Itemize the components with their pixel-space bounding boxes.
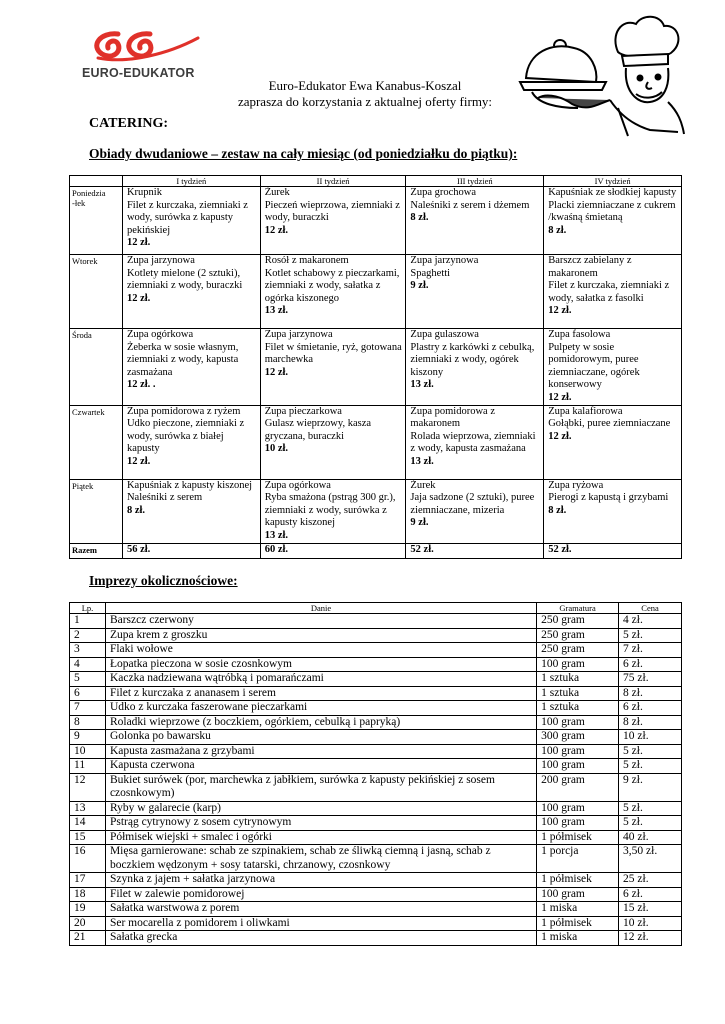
event-number: 3: [70, 643, 106, 658]
event-dish: Półmisek wiejski + smalec i ogórki: [105, 830, 536, 845]
weekly-day-row: [70, 329, 682, 406]
events-row: [70, 614, 682, 629]
menu-cell: [260, 255, 406, 329]
events-row: [70, 816, 682, 831]
events-header: Danie: [105, 603, 536, 614]
soup-name: Kapuśniak z kapusty kiszonej: [126, 479, 253, 491]
event-dish: Barszcz czerwony: [105, 614, 536, 629]
main-dish: Rolada wieprzowa, ziemniaki z wody, kapusta zasmażana: [410, 430, 536, 455]
menu-price: 8 zł.: [126, 504, 146, 516]
soup-name: Zupa kalafiorowa: [548, 405, 623, 417]
weekly-day-row: [70, 187, 682, 255]
event-dish: Ryby w galarecie (karp): [105, 801, 536, 816]
event-portion: 1 sztuka: [537, 686, 619, 701]
events-header-row: [70, 603, 682, 614]
week-header: II tydzień: [260, 176, 406, 187]
soup-name: Zupa fasolowa: [548, 329, 611, 340]
event-number: 10: [70, 744, 106, 759]
menu-cell: [544, 329, 682, 406]
events-row: [70, 830, 682, 845]
soup-name: Zupa jarzynowa: [264, 329, 333, 340]
event-portion: 1 półmisek: [537, 873, 619, 888]
event-number: 18: [70, 887, 106, 902]
total-value: 52 zł.: [544, 543, 682, 558]
event-number: 8: [70, 715, 106, 730]
soup-name: Kapuśniak ze słodkiej kapusty: [548, 187, 677, 198]
week-header: III tydzień: [406, 176, 544, 187]
events-row: [70, 686, 682, 701]
event-price: 75 zł.: [619, 672, 682, 687]
menu-price: 12 zł.: [126, 237, 151, 249]
week-header: IV tydzień: [544, 176, 682, 187]
soup-name: Zupa grochowa: [410, 187, 477, 198]
event-price: 4 zł.: [619, 614, 682, 629]
event-number: 19: [70, 902, 106, 917]
event-dish: Roladki wieprzowe (z boczkiem, ogórkiem, cebulką i papryką): [105, 715, 536, 730]
menu-price: 8 zł.: [410, 212, 429, 224]
menu-price: 12 zł.: [126, 292, 151, 304]
event-price: 15 zł.: [619, 902, 682, 917]
event-portion: 100 gram: [537, 801, 619, 816]
event-portion: 100 gram: [537, 887, 619, 902]
event-price: 5 zł.: [619, 759, 682, 774]
event-price: 8 zł.: [619, 715, 682, 730]
event-dish: Kaczka nadziewana wątróbką i pomarańczami: [105, 672, 536, 687]
event-number: 12: [70, 773, 106, 801]
menu-price: 9 zł.: [410, 280, 429, 292]
soup-name: Żurek: [410, 479, 436, 491]
event-price: 6 zł.: [619, 887, 682, 902]
weekly-corner-cell: [70, 176, 123, 187]
soup-name: Żurek: [264, 187, 290, 198]
event-portion: 1 miska: [537, 902, 619, 917]
menu-cell: [406, 329, 544, 406]
menu-cell: [406, 255, 544, 329]
event-dish: Flaki wołowe: [105, 643, 536, 658]
soup-name: Zupa pomidorowa z makaronem: [410, 405, 495, 430]
menu-price: 12 zł.: [548, 391, 572, 403]
event-price: 5 zł.: [619, 801, 682, 816]
events-row: [70, 744, 682, 759]
soup-name: Zupa jarzynowa: [126, 255, 195, 266]
event-number: 21: [70, 931, 106, 946]
menu-cell: [122, 329, 260, 406]
event-dish: Kapusta czerwona: [105, 759, 536, 774]
soup-name: Zupa pomidorowa z ryżem: [126, 405, 241, 417]
main-dish: Naleśniki z serem: [126, 492, 203, 504]
menu-price: 12 zł.: [548, 430, 572, 442]
total-label: Razem: [70, 543, 123, 558]
menu-price: 12 zł.: [126, 455, 151, 467]
events-header: Cena: [619, 603, 682, 614]
menu-price: 12 zł.: [548, 305, 572, 317]
day-label: Czwartek: [70, 405, 123, 479]
event-portion: 100 gram: [537, 759, 619, 774]
menu-price: 10 zł.: [264, 443, 289, 455]
main-dish: Gulasz wieprzowy, kasza gryczana, buraczki: [264, 418, 372, 442]
event-number: 7: [70, 701, 106, 716]
event-dish: Filet w zalewie pomidorowej: [105, 887, 536, 902]
menu-price: 13 zł.: [264, 529, 289, 541]
main-dish: Filet z kurczaka, ziemniaki z wody, sałatka z fasolki: [548, 280, 670, 304]
events-table: [69, 602, 682, 946]
soup-name: Zupa jarzynowa: [410, 255, 479, 266]
event-price: 9 zł.: [619, 773, 682, 801]
events-header: Gramatura: [537, 603, 619, 614]
event-portion: 250 gram: [537, 643, 619, 658]
catering-heading: CATERING:: [89, 116, 169, 131]
menu-cell: [260, 187, 406, 255]
soup-name: Zupa pieczarkowa: [264, 405, 342, 417]
event-number: 17: [70, 873, 106, 888]
menu-cell: [122, 405, 260, 479]
main-dish: Kotlet schabowy z pieczarkami, ziemniaki z wody, sałatka z ogórka kiszonego: [264, 267, 400, 304]
events-row: [70, 873, 682, 888]
main-dish: Ryba smażona (pstrąg 300 gr.), ziemniaki z wody, surówka z kapusty kiszonej: [264, 492, 396, 529]
menu-price: 13 zł.: [264, 305, 289, 317]
events-row: [70, 628, 682, 643]
event-portion: 1 półmisek: [537, 916, 619, 931]
event-dish: Mięsa garnierowane: schab ze szpinakiem, schab ze śliwką ciemną i jasną, schab z boczkiem wędzonym + sosy tatarski, chrzanowy, czosnkowy: [105, 845, 536, 873]
event-portion: 1 sztuka: [537, 672, 619, 687]
main-dish: Kotlety mielone (2 sztuki), ziemniaki z wody, buraczki: [126, 267, 243, 292]
event-number: 16: [70, 845, 106, 873]
event-portion: 100 gram: [537, 715, 619, 730]
menu-cell: [260, 405, 406, 479]
event-dish: Łopatka pieczona w sosie czosnkowym: [105, 657, 536, 672]
main-dish: Pieczeń wieprzowa, ziemniaki z wody, buraczki: [264, 199, 400, 224]
event-dish: Zupa krem z groszku: [105, 628, 536, 643]
event-price: 5 zł.: [619, 744, 682, 759]
event-dish: Ser mocarella z pomidorem i oliwkami: [105, 916, 536, 931]
intro-text: [200, 78, 530, 110]
events-header: Lp.: [70, 603, 106, 614]
event-portion: 300 gram: [537, 730, 619, 745]
main-dish: Filet w śmietanie, ryż, gotowana marchewka: [264, 341, 402, 366]
event-dish: Kapusta zasmażana z grzybami: [105, 744, 536, 759]
main-dish: Spaghetti: [410, 267, 451, 279]
menu-cell: [544, 405, 682, 479]
events-row: [70, 643, 682, 658]
menu-price: 9 zł.: [410, 517, 429, 529]
events-row: [70, 657, 682, 672]
main-dish: Naleśniki z serem i dżemem: [410, 199, 530, 211]
events-row: [70, 773, 682, 801]
event-portion: 1 porcja: [537, 845, 619, 873]
event-number: 2: [70, 628, 106, 643]
event-price: 5 zł.: [619, 628, 682, 643]
events-row: [70, 730, 682, 745]
soup-name: Zupa gulaszowa: [410, 329, 479, 340]
menu-cell: [122, 255, 260, 329]
soup-name: Zupa ryżowa: [548, 479, 604, 491]
event-number: 14: [70, 816, 106, 831]
menu-cell: [406, 479, 544, 543]
events-row: [70, 845, 682, 873]
menu-cell: [260, 329, 406, 406]
event-price: 5 zł.: [619, 816, 682, 831]
main-dish: Pierogi z kapustą i grzybami: [548, 492, 669, 504]
main-dish: Jaja sadzone (2 sztuki), puree ziemniaczane, mizeria: [410, 492, 535, 516]
event-portion: 1 sztuka: [537, 701, 619, 716]
event-dish: Pstrąg cytrynowy z sosem cytrynowym: [105, 816, 536, 831]
soup-name: Barszcz zabielany z makaronem: [548, 255, 632, 279]
event-price: 10 zł.: [619, 916, 682, 931]
menu-cell: [544, 479, 682, 543]
event-price: 8 zł.: [619, 686, 682, 701]
event-dish: Sałatka warstwowa z porem: [105, 902, 536, 917]
day-label: Poniedzia -łek: [70, 187, 123, 255]
main-dish: Placki ziemniaczane z cukrem /kwaśną śmietaną: [548, 199, 676, 224]
main-dish: Żeberka w sosie własnym, ziemniaki z wody, kapusta zasmażana: [126, 341, 239, 378]
event-portion: 250 gram: [537, 614, 619, 629]
menu-price: 12 zł.: [264, 366, 289, 378]
total-value: 60 zł.: [260, 543, 406, 558]
event-dish: Bukiet surówek (por, marchewka z jabłkiem, surówka z kapusty pekińskiej z sosem czosnkowym): [105, 773, 536, 801]
event-number: 1: [70, 614, 106, 629]
weekly-lunch-table: [69, 175, 682, 559]
menu-cell: [122, 187, 260, 255]
main-dish: Udko pieczone, ziemniaki z wody, surówka z białej kapusty: [126, 418, 245, 455]
event-number: 13: [70, 801, 106, 816]
event-portion: 200 gram: [537, 773, 619, 801]
soup-name: Zupa ogórkowa: [264, 479, 331, 491]
event-dish: Sałatka grecka: [105, 931, 536, 946]
event-price: 40 zł.: [619, 830, 682, 845]
event-dish: Filet z kurczaka z ananasem i serem: [105, 686, 536, 701]
menu-price: 12 zł.: [264, 224, 289, 236]
total-value: 56 zł.: [122, 543, 260, 558]
lunch-heading: Obiady dwudaniowe – zestaw na cały miesiąc (od poniedziałku do piątku):: [89, 146, 518, 161]
event-portion: 250 gram: [537, 628, 619, 643]
event-number: 6: [70, 686, 106, 701]
week-header: I tydzień: [122, 176, 260, 187]
weekly-header-row: [70, 176, 682, 187]
menu-cell: [544, 255, 682, 329]
intro-line-2: zaprasza do korzystania z aktualnej oferty firmy:: [237, 94, 493, 109]
event-number: 11: [70, 759, 106, 774]
menu-price: 13 zł.: [410, 379, 434, 391]
menu-price: 12 zł. .: [126, 379, 156, 391]
event-price: 12 zł.: [619, 931, 682, 946]
events-row: [70, 902, 682, 917]
event-price: 6 zł.: [619, 701, 682, 716]
events-row: [70, 759, 682, 774]
weekly-day-row: [70, 479, 682, 543]
intro-line-1: Euro-Edukator Ewa Kanabus-Koszal: [268, 78, 462, 93]
main-dish: Filet z kurczaka, ziemniaki z wody, surówka z kapusty pekińskiej: [126, 199, 248, 236]
weekly-day-row: [70, 255, 682, 329]
main-dish: Gołąbki, puree ziemniaczane: [548, 418, 671, 430]
weekly-day-row: [70, 405, 682, 479]
events-row: [70, 672, 682, 687]
main-dish: Plastry z karkówki z cebulką, ziemniaki z wody, ogórek kiszony: [410, 341, 535, 378]
event-number: 20: [70, 916, 106, 931]
event-number: 15: [70, 830, 106, 845]
logo-text: EURO-EDUKATOR: [82, 66, 195, 80]
events-row: [70, 801, 682, 816]
event-dish: Udko z kurczaka faszerowane pieczarkami: [105, 701, 536, 716]
soup-name: Krupnik: [126, 187, 162, 198]
menu-price: 8 zł.: [548, 224, 567, 236]
day-label: Wtorek: [70, 255, 123, 329]
events-row: [70, 916, 682, 931]
chef-illustration: [518, 12, 686, 137]
main-dish: Pulpety w sosie pomidorowym, puree ziemniaczane, ogórek konserwowy: [548, 341, 640, 391]
event-portion: 1 półmisek: [537, 830, 619, 845]
event-number: 4: [70, 657, 106, 672]
events-heading: Imprezy okolicznościowe:: [89, 573, 238, 588]
events-row: [70, 715, 682, 730]
total-value: 52 zł.: [406, 543, 544, 558]
menu-cell: [122, 479, 260, 543]
menu-cell: [260, 479, 406, 543]
event-portion: 100 gram: [537, 744, 619, 759]
event-price: 25 zł.: [619, 873, 682, 888]
event-portion: 1 miska: [537, 931, 619, 946]
event-price: 7 zł.: [619, 643, 682, 658]
soup-name: Zupa ogórkowa: [126, 329, 194, 340]
day-label: Środa: [70, 329, 123, 406]
event-price: 10 zł.: [619, 730, 682, 745]
menu-cell: [406, 187, 544, 255]
event-dish: Szynka z jajem + sałatka jarzynowa: [105, 873, 536, 888]
event-number: 5: [70, 672, 106, 687]
menu-price: 13 zł.: [410, 455, 434, 467]
events-row: [70, 931, 682, 946]
event-price: 6 zł.: [619, 657, 682, 672]
menu-cell: [544, 187, 682, 255]
event-portion: 100 gram: [537, 657, 619, 672]
event-price: 3,50 zł.: [619, 845, 682, 873]
menu-cell: [406, 405, 544, 479]
event-number: 9: [70, 730, 106, 745]
events-row: [70, 701, 682, 716]
events-row: [70, 887, 682, 902]
day-label: Piątek: [70, 479, 123, 543]
event-dish: Golonka po bawarsku: [105, 730, 536, 745]
menu-price: 8 zł.: [548, 504, 567, 516]
weekly-total-row: [70, 543, 682, 558]
soup-name: Rosół z makaronem: [264, 255, 349, 266]
event-portion: 100 gram: [537, 816, 619, 831]
